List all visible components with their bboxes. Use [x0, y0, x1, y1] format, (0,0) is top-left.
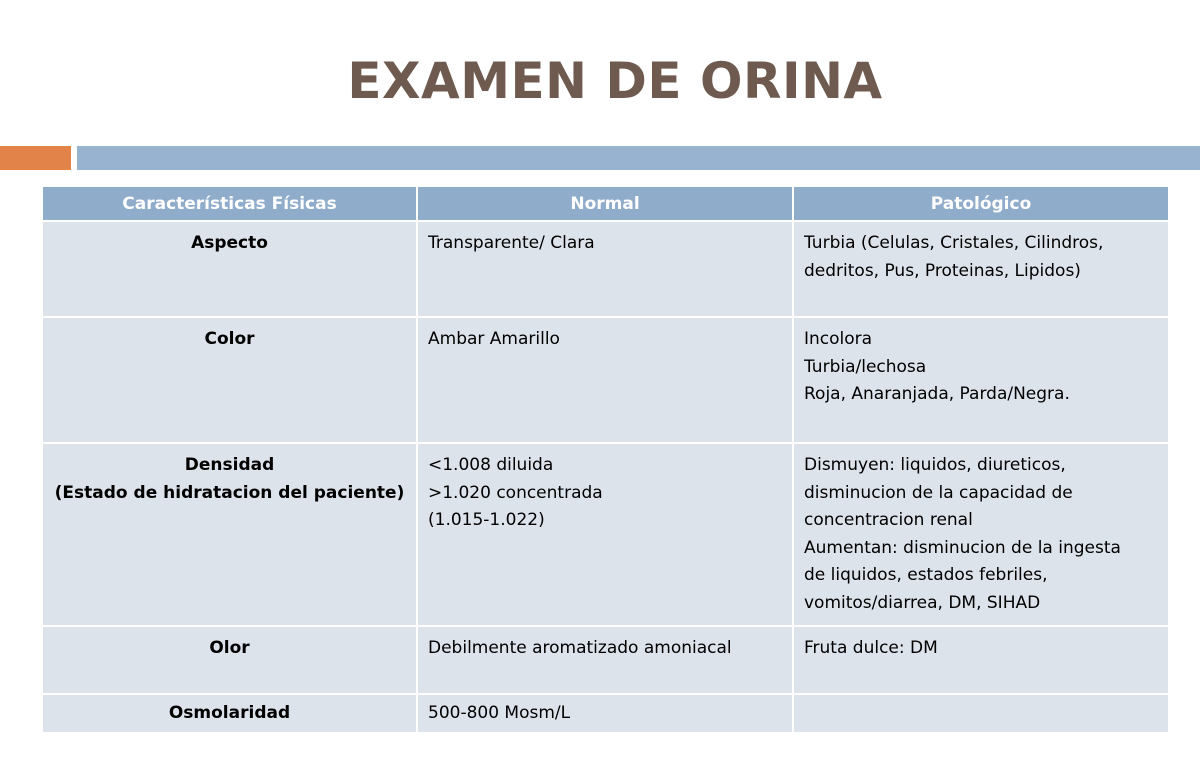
pathologic-line: concentracion renal — [804, 510, 973, 530]
normal-line: >1.020 concentrada — [428, 482, 603, 503]
pathologic-line: dedritos, Pus, Proteinas, Lipidos) — [804, 260, 1081, 281]
pathologic-line: Turbia/lechosa — [804, 356, 927, 377]
feature-cell — [42, 694, 417, 733]
accent-bar-blue — [77, 146, 1200, 170]
normal-line: Debilmente aromatizado amoniacal — [428, 638, 732, 658]
table-row — [42, 443, 1169, 626]
pathologic-line: Turbia (Celulas, Cristales, Cilindros, — [804, 233, 1104, 253]
table-row — [42, 317, 1169, 443]
feature-line: Aspecto — [191, 233, 268, 253]
feature-cell — [42, 317, 417, 443]
feature-line: Color — [204, 329, 255, 349]
table-row — [42, 694, 1169, 733]
table-row — [42, 626, 1169, 694]
feature-cell — [42, 443, 417, 626]
pathologic-cell — [793, 694, 1169, 733]
normal-line: Transparente/ Clara — [428, 233, 595, 253]
slide-title: EXAMEN DE ORINA — [347, 52, 883, 110]
header-normal: Normal — [417, 186, 793, 221]
feature-line: (Estado de hidratacion del paciente) — [54, 482, 405, 503]
pathologic-line: Aumentan: disminucion de la ingesta — [804, 537, 1121, 558]
normal-cell — [417, 443, 793, 626]
pathologic-cell — [793, 626, 1169, 694]
pathologic-line: de liquidos, estados febriles, — [804, 565, 1048, 585]
normal-cell — [417, 317, 793, 443]
pathologic-line: Fruta dulce: DM — [804, 638, 938, 658]
normal-cell — [417, 694, 793, 733]
pathologic-cell — [793, 317, 1169, 443]
normal-line: 500-800 Mosm/L — [428, 703, 571, 723]
normal-line: <1.008 diluida — [428, 455, 554, 475]
pathologic-line: Incolora — [804, 329, 873, 349]
feature-cell — [42, 221, 417, 317]
normal-line: Ambar Amarillo — [428, 329, 560, 349]
pathologic-cell — [793, 221, 1169, 317]
normal-line: (1.015-1.022) — [428, 510, 545, 530]
accent-bar-orange — [0, 146, 71, 170]
table-header-row — [42, 186, 1169, 221]
feature-line: Densidad — [184, 455, 275, 475]
pathologic-line: Dismuyen: liquidos, diureticos, — [804, 455, 1066, 475]
urine-exam-table — [41, 185, 1170, 734]
normal-cell — [417, 221, 793, 317]
header-physical-characteristics: Características Físicas — [42, 186, 417, 221]
feature-cell — [42, 626, 417, 694]
pathologic-line: Roja, Anaranjada, Parda/Negra. — [804, 384, 1070, 404]
pathologic-line: vomitos/diarrea, DM, SIHAD — [804, 592, 1041, 613]
table-row — [42, 221, 1169, 317]
header-pathologic: Patológico — [793, 186, 1169, 221]
normal-cell — [417, 626, 793, 694]
pathologic-cell — [793, 443, 1169, 626]
feature-line: Osmolaridad — [168, 703, 291, 723]
pathologic-line: disminucion de la capacidad de — [804, 482, 1073, 503]
feature-line: Olor — [209, 638, 250, 658]
